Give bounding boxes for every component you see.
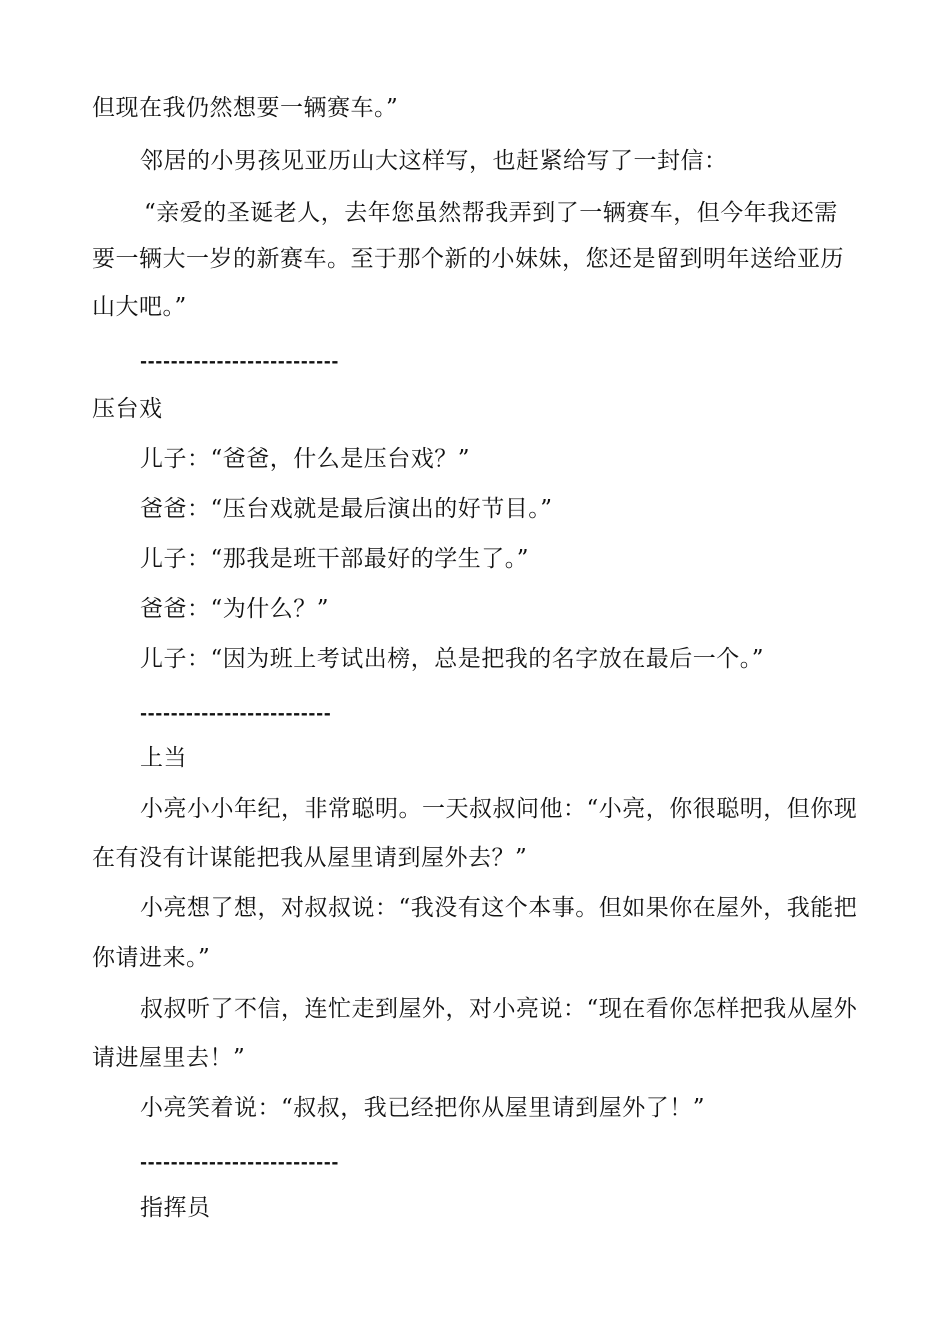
paragraph-line: 小亮小小年纪，非常聪明。一天叔叔问他：“小亮，你很聪明，但你现 [140, 796, 858, 822]
section-title: 上当 [140, 745, 187, 771]
section-title: 压台戏 [92, 396, 163, 422]
paragraph-line: 在有没有计谋能把我从屋里请到屋外去？” [92, 845, 528, 871]
paragraph-line: 请进屋里去！” [92, 1045, 246, 1071]
dialogue-line: 儿子：“那我是班干部最好的学生了。” [140, 546, 530, 572]
dialogue-line: 儿子：“因为班上考试出榜，总是把我的名字放在最后一个。” [140, 646, 765, 672]
paragraph-line: 叔叔听了不信，连忙走到屋外，对小亮说：“现在看你怎样把我从屋外 [140, 996, 858, 1022]
paragraph-line: 邻居的小男孩见亚历山大这样写，也赶紧给写了一封信： [140, 148, 728, 174]
dialogue-line: 爸爸：“压台戏就是最后演出的好节目。” [140, 496, 553, 522]
section-separator: ------------------------- [140, 704, 332, 724]
paragraph-line: 要一辆大一岁的新赛车。至于那个新的小妹妹，您还是留到明年送给亚历 [92, 246, 844, 272]
paragraph-line: 山大吧。” [92, 294, 187, 320]
section-title: 指挥员 [140, 1195, 211, 1221]
paragraph-line: 但现在我仍然想要一辆赛车。” [92, 95, 399, 121]
paragraph-line: 你请进来。” [92, 945, 211, 971]
paragraph-line: 小亮想了想，对叔叔说：“我没有这个本事。但如果你在屋外，我能把 [140, 895, 858, 921]
section-separator: -------------------------- [140, 352, 340, 372]
dialogue-line: 爸爸：“为什么？” [140, 596, 330, 622]
paragraph-line: “亲爱的圣诞老人，去年您虽然帮我弄到了一辆赛车，但今年我还需 [144, 200, 838, 226]
section-separator: -------------------------- [140, 1153, 340, 1173]
dialogue-line: 儿子：“爸爸，什么是压台戏？” [140, 446, 471, 472]
paragraph-line: 小亮笑着说：“叔叔，我已经把你从屋里请到屋外了！” [140, 1095, 706, 1121]
